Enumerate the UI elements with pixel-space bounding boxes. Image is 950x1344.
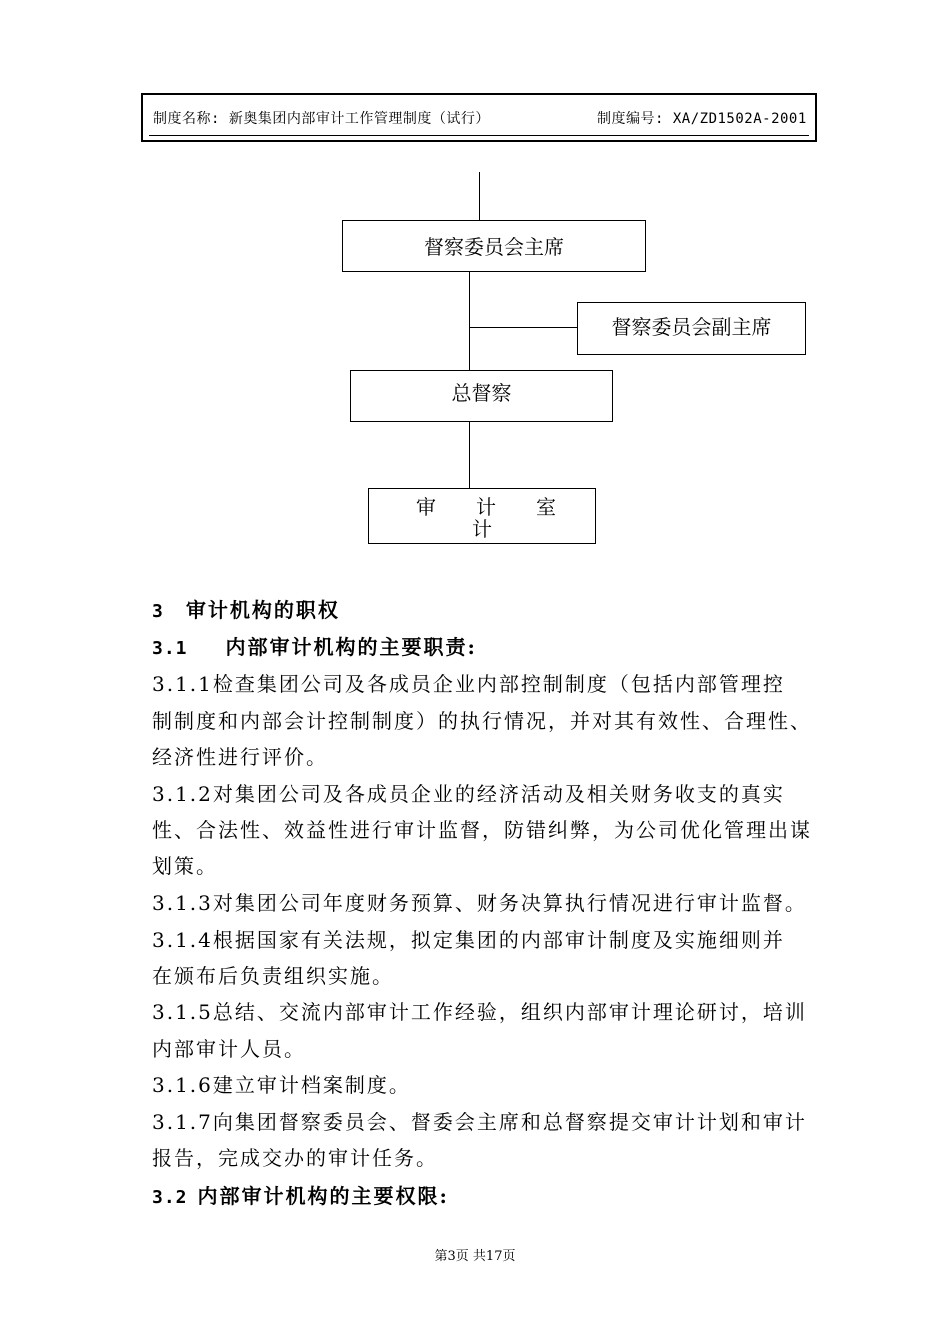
- connector-vice: [469, 327, 578, 328]
- header-divider: [149, 135, 809, 136]
- audit-office-label-extra: 计: [472, 517, 492, 541]
- text-line: 3.1.5总结、交流内部审计工作经验，组织内部审计理论研讨，培训: [152, 1000, 807, 1024]
- text-line: 3.1.6建立审计档案制度。: [152, 1073, 411, 1097]
- connector-top: [479, 172, 480, 221]
- text-line: 3.1.1检查集团公司及各成员企业内部控制制度（包括内部管理控: [152, 672, 785, 696]
- audit-office-label: 审 计 室: [416, 495, 556, 519]
- page-footer: 第3页 共17页: [434, 1249, 516, 1264]
- text-line: 经济性进行评价。: [152, 745, 328, 769]
- text-line: 在颁布后负责组织实施。: [152, 964, 394, 988]
- text-line: 3.1.2对集团公司及各成员企业的经济活动及相关财务收支的真实: [152, 782, 785, 806]
- text-line: 3.1.7向集团督察委员会、督委会主席和总督察提交审计计划和审计: [152, 1110, 807, 1134]
- connector-chairman-chief: [469, 271, 470, 371]
- text-line: 内部审计人员。: [152, 1037, 306, 1061]
- regulation-code: 制度编号: XA/ZD1502A-2001: [597, 111, 807, 127]
- text-line: 性、合法性、效益性进行审计监督，防错纠弊，为公司优化管理出谋: [152, 818, 812, 842]
- vice-chairman-box: [577, 302, 806, 355]
- text-line: 制制度和内部会计控制制度）的执行情况，并对其有效性、合理性、: [152, 709, 812, 733]
- text-line: 3.1.3对集团公司年度财务预算、财务决算执行情况进行审计监督。: [152, 891, 807, 915]
- section-3-1-heading: 3.1 内部审计机构的主要职责:: [152, 635, 477, 659]
- chief-inspector-label: 总督察: [451, 381, 512, 405]
- document-header: [141, 93, 817, 142]
- chairman-label: 督察委员会主席: [424, 235, 564, 259]
- connector-chief-office: [469, 421, 470, 489]
- text-line: 划策。: [152, 854, 218, 878]
- audit-office-box: [368, 488, 596, 544]
- chief-inspector-box: [350, 370, 613, 422]
- section-3-heading: 3 审计机构的职权: [152, 598, 340, 622]
- text-line: 报告，完成交办的审计任务。: [152, 1146, 438, 1170]
- regulation-title: 制度名称: 新奥集团内部审计工作管理制度（试行）: [153, 111, 490, 127]
- chairman-box: [342, 220, 646, 272]
- vice-chairman-label: 督察委员会副主席: [611, 315, 772, 339]
- section-3-2-heading: 3.2 内部审计机构的主要权限:: [152, 1184, 449, 1208]
- text-line: 3.1.4根据国家有关法规，拟定集团的内部审计制度及实施细则并: [152, 928, 785, 952]
